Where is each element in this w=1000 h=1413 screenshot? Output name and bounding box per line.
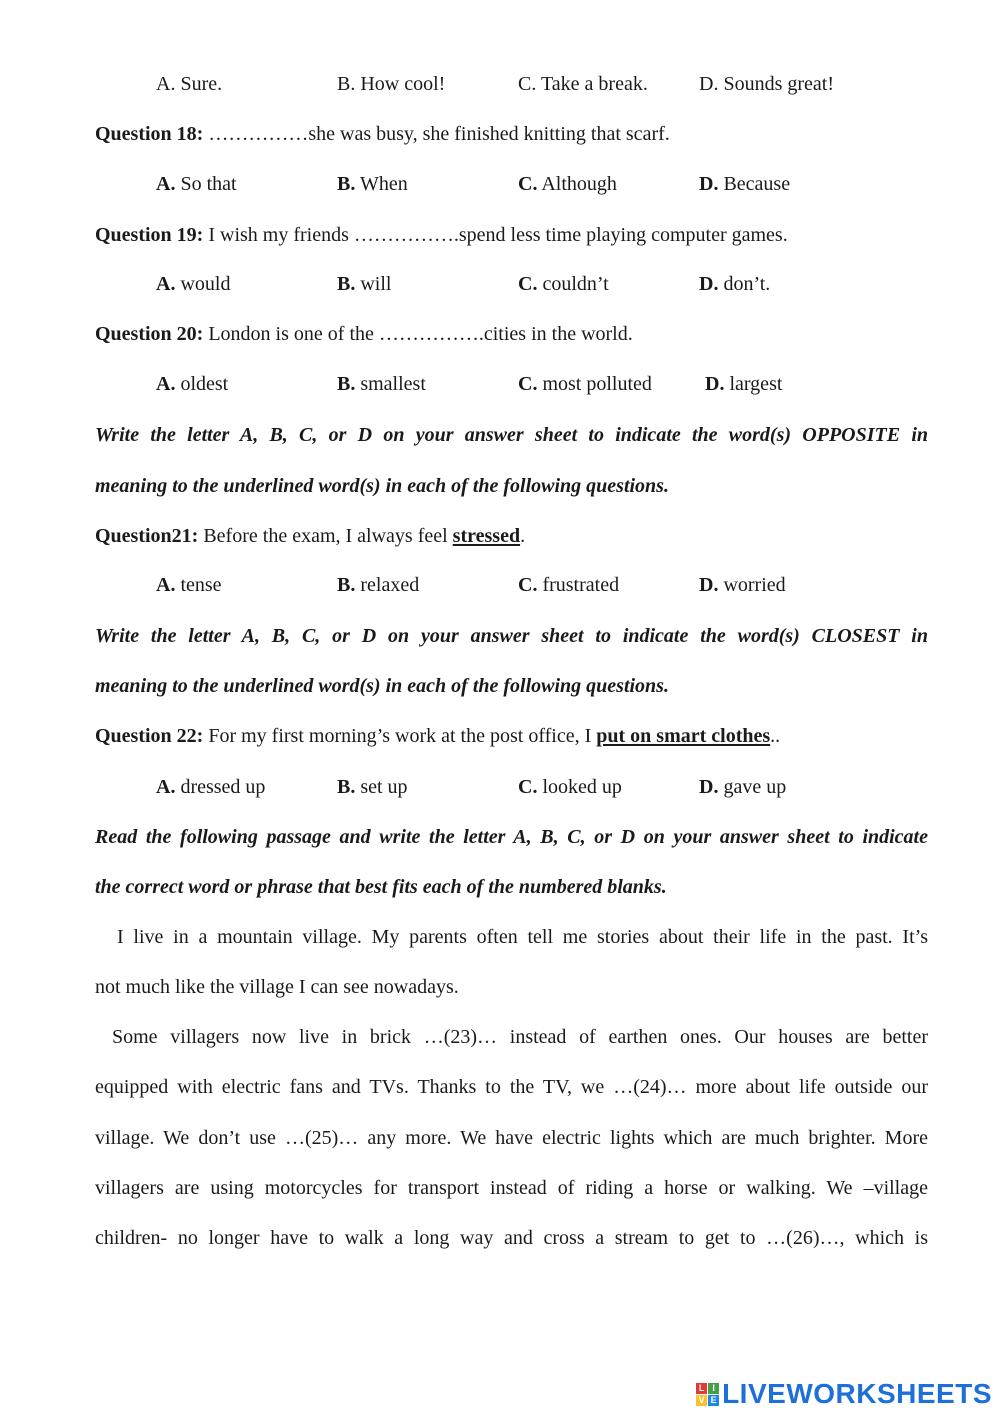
- passage-p1-line2: not much like the village I can see nowadays.: [95, 976, 459, 998]
- option-letter: D.: [705, 373, 725, 395]
- option-letter: C.: [518, 373, 538, 395]
- q21-option-b[interactable]: [337, 573, 419, 597]
- q17-option-c[interactable]: C. Take a break.: [518, 73, 648, 95]
- logo-mark-cell: E: [708, 1395, 719, 1406]
- option-letter: A.: [156, 273, 176, 295]
- q17-options: [0, 72, 1000, 96]
- passage-p2-line5: children- no longer have to walk a long way and cross a stream to get to …(26)…, which is: [95, 1227, 928, 1249]
- instruction-passage-line2: the correct word or phrase that best fits each of the numbered blanks.: [95, 876, 667, 898]
- q20-option-b[interactable]: [337, 372, 426, 396]
- option-letter: B.: [337, 273, 356, 295]
- q18-options: [0, 172, 1000, 196]
- q22-text-before: For my first morning’s work at the post office, I: [203, 725, 597, 747]
- passage-p2-line3: village. We don’t use …(25)… any more. We have electric lights which are much brighter. More: [95, 1127, 928, 1149]
- q17-option-d[interactable]: D. Sounds great!: [699, 73, 834, 95]
- option-letter: B.: [337, 776, 356, 798]
- instruction-closest-line1: Write the letter A, B, C, or D on your answer sheet to indicate the word(s) CLOSEST in: [95, 625, 928, 647]
- option-text: don’t.: [718, 273, 771, 295]
- q20-stem: [95, 322, 633, 346]
- option-letter: C.: [518, 173, 538, 195]
- passage-p1-line1: I live in a mountain village. My parents often tell me stories about their life in the past. It’s: [117, 926, 928, 948]
- q21-text-after: .: [520, 525, 526, 547]
- q19-stem: [95, 223, 788, 247]
- logo-mark-cell: I: [708, 1383, 719, 1394]
- q20-option-c[interactable]: [518, 372, 652, 396]
- q18-option-c[interactable]: [518, 172, 617, 196]
- option-letter: D.: [699, 173, 719, 195]
- passage-p2-line2: equipped with electric fans and TVs. Thanks to the TV, we …(24)… more about life outside our: [95, 1076, 928, 1098]
- option-text: frustrated: [537, 574, 620, 596]
- option-text: When: [355, 173, 408, 195]
- q19-option-d[interactable]: [699, 272, 770, 296]
- option-letter: D.: [699, 273, 719, 295]
- q19-option-c[interactable]: [518, 272, 609, 296]
- instruction-opposite-line2: meaning to the underlined word(s) in each of the following questions.: [95, 475, 669, 497]
- logo-text: LIVEWORKSHEETS: [722, 1378, 992, 1409]
- q22-label: Question 22:: [95, 725, 204, 747]
- liveworksheets-logo[interactable]: [696, 1379, 992, 1409]
- option-text: Although: [537, 173, 617, 195]
- option-text: oldest: [175, 373, 229, 395]
- q21-underlined-word: stressed: [452, 525, 521, 547]
- option-text: dressed up: [175, 776, 266, 798]
- option-letter: A.: [156, 173, 176, 195]
- option-text: relaxed: [355, 574, 420, 596]
- option-text: set up: [355, 776, 408, 798]
- q22-option-d[interactable]: [699, 775, 786, 799]
- q22-option-b[interactable]: [337, 775, 408, 799]
- q19-option-b[interactable]: [337, 272, 391, 296]
- option-letter: A.: [156, 776, 176, 798]
- q20-label: Question 20:: [95, 323, 204, 345]
- option-letter: A.: [156, 373, 176, 395]
- instruction-passage-line1: Read the following passage and write the letter A, B, C, or D on your answer sheet to indicate: [95, 826, 928, 848]
- q18-option-b[interactable]: [337, 172, 408, 196]
- instruction-closest-line2: meaning to the underlined word(s) in each of the following questions.: [95, 675, 669, 697]
- q21-text-before: Before the exam, I always feel: [198, 525, 453, 547]
- q22-stem: [95, 724, 780, 748]
- q18-option-d[interactable]: [699, 172, 790, 196]
- q21-stem: [95, 524, 525, 548]
- logo-mark-cell: V: [696, 1395, 707, 1406]
- option-text: gave up: [718, 776, 787, 798]
- option-letter: D.: [699, 574, 719, 596]
- q21-options: [0, 573, 1000, 597]
- q22-text-after: ..: [770, 725, 781, 747]
- q21-option-d[interactable]: [699, 573, 786, 597]
- q22-option-a[interactable]: [156, 775, 265, 799]
- option-text: Because: [718, 173, 791, 195]
- q18-stem: [95, 122, 670, 146]
- q21-label: Question21:: [95, 525, 199, 547]
- option-text: would: [175, 273, 231, 295]
- option-letter: B.: [337, 173, 356, 195]
- q21-option-a[interactable]: [156, 573, 222, 597]
- q18-option-a[interactable]: [156, 172, 237, 196]
- option-letter: C.: [518, 574, 538, 596]
- option-letter: A.: [156, 574, 176, 596]
- q18-text: ……………she was busy, she finished knitting that scarf.: [203, 123, 670, 145]
- option-text: largest: [724, 373, 783, 395]
- option-text: So that: [175, 173, 237, 195]
- q17-option-a[interactable]: A. Sure.: [156, 73, 223, 95]
- q19-option-a[interactable]: [156, 272, 230, 296]
- q19-text: I wish my friends …………….spend less time playing computer games.: [203, 224, 788, 246]
- option-text: couldn’t: [537, 273, 609, 295]
- option-text: most polluted: [537, 373, 652, 395]
- q20-option-d[interactable]: [705, 372, 782, 396]
- q17-option-b[interactable]: B. How cool!: [337, 73, 446, 95]
- q19-label: Question 19:: [95, 224, 204, 246]
- option-text: smallest: [355, 373, 426, 395]
- q20-text: London is one of the …………….cities in the world.: [203, 323, 633, 345]
- option-letter: C.: [518, 776, 538, 798]
- option-letter: C.: [518, 273, 538, 295]
- q19-options: [0, 272, 1000, 296]
- q18-label: Question 18:: [95, 123, 204, 145]
- q20-option-a[interactable]: [156, 372, 228, 396]
- logo-mark-icon: [696, 1383, 719, 1406]
- q21-option-c[interactable]: [518, 573, 619, 597]
- option-text: worried: [718, 574, 786, 596]
- logo-mark-cell: L: [696, 1383, 707, 1394]
- q22-option-c[interactable]: [518, 775, 622, 799]
- option-text: tense: [175, 574, 222, 596]
- q20-options: [0, 372, 1000, 396]
- option-letter: D.: [699, 776, 719, 798]
- option-letter: B.: [337, 574, 356, 596]
- q22-options: [0, 775, 1000, 799]
- option-letter: B.: [337, 373, 356, 395]
- passage-p2-line4: villagers are using motorcycles for transport instead of riding a horse or walking. We –village: [95, 1177, 928, 1199]
- q22-underlined-phrase: put on smart clothes: [596, 725, 771, 747]
- option-text: looked up: [537, 776, 622, 798]
- instruction-opposite-line1: Write the letter A, B, C, or D on your answer sheet to indicate the word(s) OPPOSITE in: [95, 424, 928, 446]
- passage-p2-line1: Some villagers now live in brick …(23)… instead of earthen ones. Our houses are better: [112, 1026, 928, 1048]
- option-text: will: [355, 273, 392, 295]
